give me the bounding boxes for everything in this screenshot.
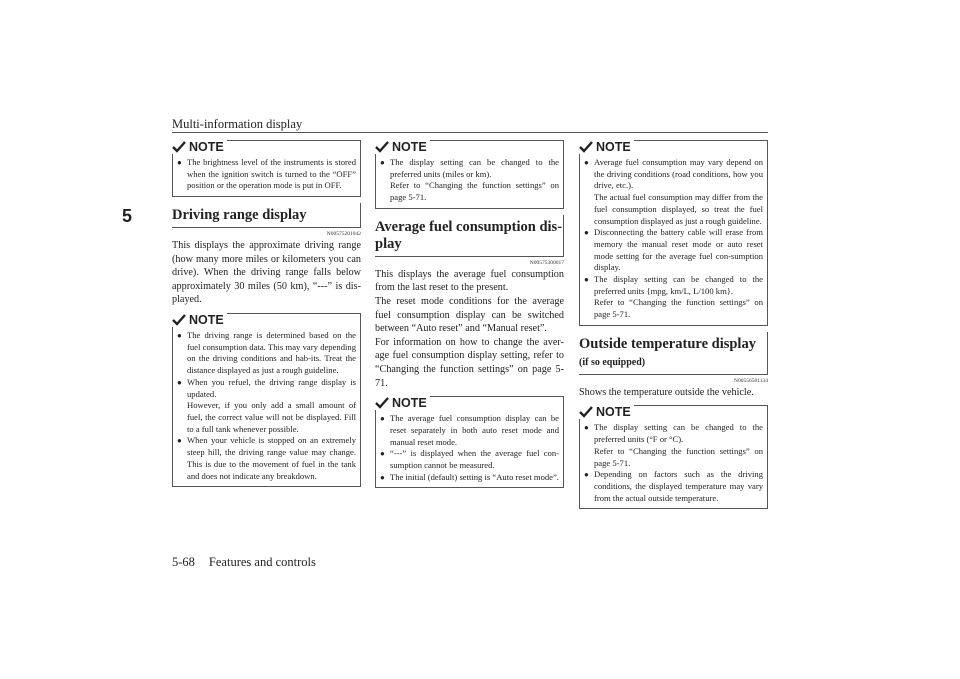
body-text: This displays the average fuel consumption from the last reset to the present. xyxy=(375,268,564,294)
note-header xyxy=(172,140,227,154)
header-rule xyxy=(172,132,768,133)
note-title: NOTE xyxy=(596,140,631,154)
note-title: NOTE xyxy=(392,140,427,154)
page-header-title: Multi-information display xyxy=(172,117,303,131)
note-line: However, if you only add a small amount of fuel, the correct value will not be displayed. Fill to a full tank whenever possible. xyxy=(187,400,356,434)
body-text: This displays the approximate driving range (how many more miles or kilometers you can drive). When the driving range falls below approximately 30 miles (50 km), “---” is dis-played. xyxy=(172,240,361,306)
note-box xyxy=(579,405,768,509)
note-header xyxy=(579,405,634,419)
note-line: ● The display setting can be changed to the preferred units (°F or °C). xyxy=(594,422,763,445)
note-header xyxy=(172,313,227,327)
section-title-driving-range: Driving range display xyxy=(172,203,361,228)
column-3 xyxy=(579,140,768,515)
note-item xyxy=(584,274,763,321)
note-box xyxy=(375,396,564,488)
note-item: ● Disconnecting the battery cable will erase from memory the manual reset mode or auto reset mode setting for the average fuel con-sumption display. xyxy=(584,227,763,274)
note-box xyxy=(579,140,768,326)
footer-section: Features and controls xyxy=(208,555,316,569)
note-header xyxy=(375,396,430,410)
body-text: Shows the temperature outside the vehicle. xyxy=(579,386,754,398)
note-box xyxy=(375,140,564,209)
note-item xyxy=(177,377,356,436)
section-title-text: Outside temperature display xyxy=(579,335,756,352)
section-title-outside-temp xyxy=(579,332,768,375)
note-line: ● Average fuel consumption may vary depend on the driving conditions (road conditions, how you drive, etc.). xyxy=(594,157,763,191)
note-item: ● The brightness level of the instruments is stored when the ignition switch is turned to the “OFF” position or the operation mode is put in OFF. xyxy=(177,157,356,192)
note-title: NOTE xyxy=(596,405,631,420)
note-line: Refer to “Changing the function settings” on page 5-71. xyxy=(390,180,559,203)
note-box xyxy=(172,140,361,197)
note-item xyxy=(380,157,559,204)
chapter-tab: 5 xyxy=(122,206,133,226)
column-2 xyxy=(375,140,564,494)
note-title: NOTE xyxy=(189,140,224,154)
note-line: The actual fuel consumption may differ from the fuel consumption displayed, so treat the fuel consumption displayed as just a rough guideline. xyxy=(594,192,763,226)
page-footer xyxy=(172,555,316,570)
note-header xyxy=(579,140,634,154)
section-code: N00556501134 xyxy=(733,377,768,384)
note-item: ● The average fuel consumption display can be reset separately in both auto reset mode and manual reset mode. xyxy=(380,413,559,448)
section-title-average-fuel: Average fuel consumption dis-play xyxy=(375,215,564,257)
note-line: ● The display setting can be changed to the preferred units (miles or km). xyxy=(390,157,559,179)
note-item: ● The driving range is determined based on the fuel consumption data. This may vary depending on the driving conditions and hab-its. Treat the distance displayed as just a rough guideline. xyxy=(177,330,356,377)
checkmark-icon xyxy=(375,140,389,154)
column-1 xyxy=(172,140,361,493)
section-title-qualifier: (if so equipped) xyxy=(579,356,646,368)
note-item: ● When your vehicle is stopped on an extremely steep hill, the driving range value may change. This is due to the movement of fuel in the tank and does not indicate any breakdown. xyxy=(177,435,356,482)
body-text: The reset mode conditions for the average fuel consumption display can be switched between “Auto reset” and “Manual reset”. xyxy=(375,296,564,335)
checkmark-icon xyxy=(375,396,389,410)
section-code: N00575201042 xyxy=(326,231,361,238)
note-item: ● Depending on factors such as the driving conditions, the displayed temperature may vary from the actual outside temperature. xyxy=(584,469,763,504)
note-line: Refer to “Changing the function settings” on page 5-71. xyxy=(594,297,763,320)
checkmark-icon xyxy=(579,405,593,419)
note-item xyxy=(584,157,763,227)
note-box xyxy=(172,313,361,487)
note-line: Refer to “Changing the function settings” on page 5-71. xyxy=(594,445,763,468)
checkmark-icon xyxy=(172,140,186,154)
note-item: ● “---” is displayed when the average fuel con-sumption cannot be measured. xyxy=(380,448,559,471)
note-line: ● When you refuel, the driving range display is updated. xyxy=(187,376,356,399)
note-title: NOTE xyxy=(189,313,224,328)
note-item xyxy=(584,422,763,469)
note-title: NOTE xyxy=(392,396,427,411)
page-number: 5-68 xyxy=(172,555,195,569)
section-code: N00575300017 xyxy=(529,259,564,266)
note-line: ● The display setting can be changed to the preferred units {mpg, km/L, L/100 km}. xyxy=(594,274,763,296)
note-item: ● The initial (default) setting is “Auto reset mode”. xyxy=(380,472,559,484)
checkmark-icon xyxy=(172,313,186,327)
body-text: For information on how to change the aver-age fuel consumption display setting, refer to “Changing the function settings” on page 5-71. xyxy=(375,336,564,389)
note-header xyxy=(375,140,430,154)
checkmark-icon xyxy=(579,140,593,154)
